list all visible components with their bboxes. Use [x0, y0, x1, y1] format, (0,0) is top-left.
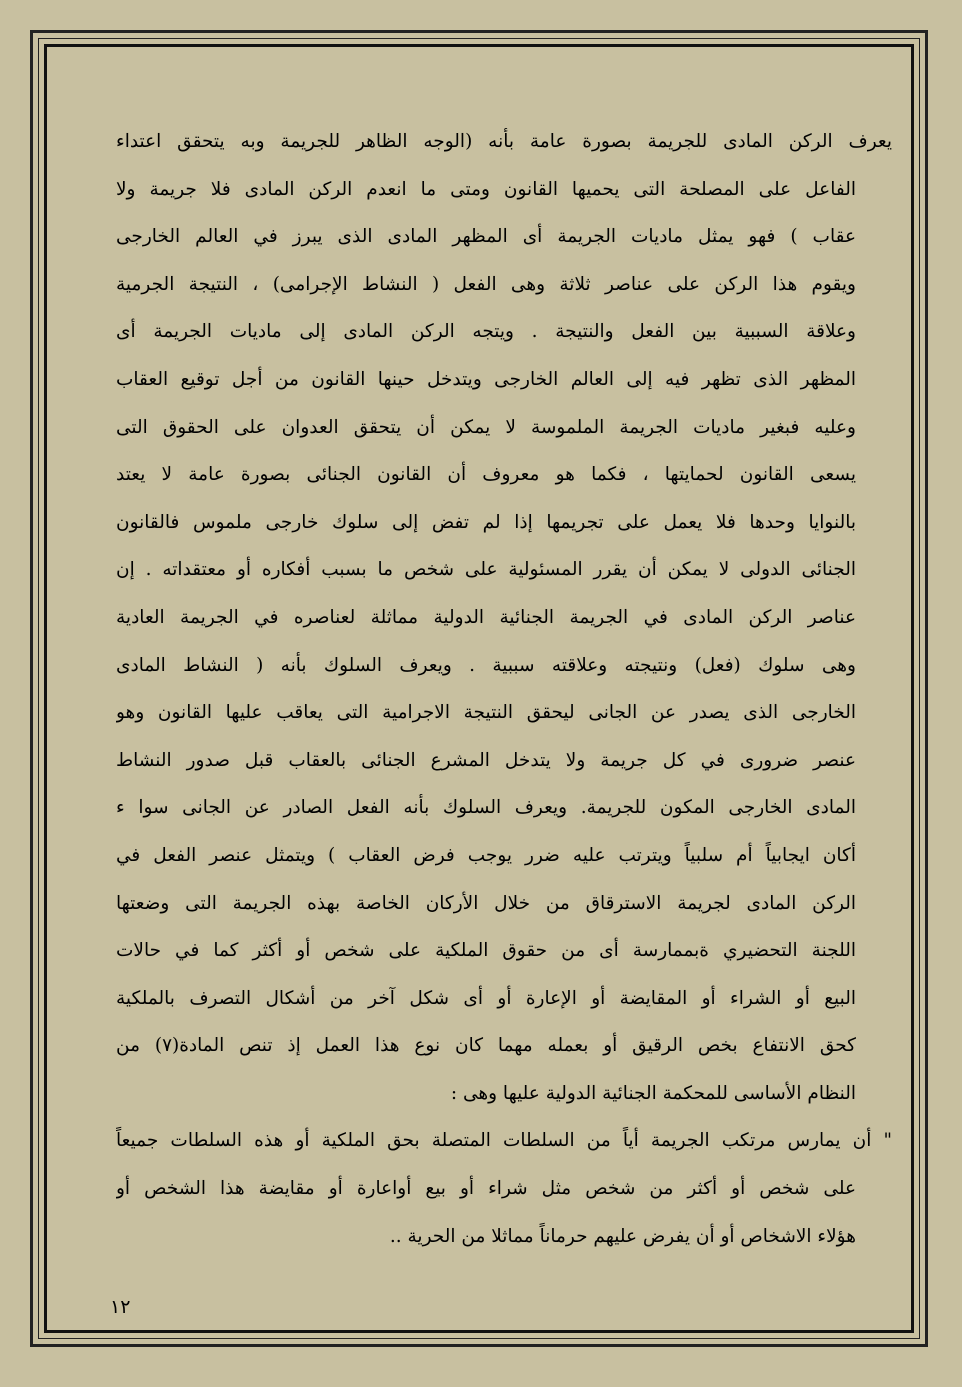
quote-line: على شخص أو أكثر من شخص مثل شراء أو بيع أواعارة أو مقايضة هذا الشخص أو — [116, 1178, 856, 1200]
text-line: وهى سلوك (فعل) ونتيجته وعلاقته سببية . ويعرف السلوك بأنه ( النشاط المادى — [116, 654, 856, 676]
text-line: الخارجى الذى يصدر عن الجانى ليحقق النتيجة الاجرامية التى يعاقب عليها القانون وهو — [116, 702, 856, 724]
text-line: وعليه فبغير ماديات الجريمة الملموسة لا يمكن أن يتحقق العدوان على الحقوق التى — [116, 416, 856, 438]
text-line: بالنوايا وحدها فلا يعمل على تجريمها إذا لم تفض إلى سلوك خارجى ملموس فالقانون — [116, 511, 856, 533]
quote-line: " أن يمارس مرتكب الجريمة أياً من السلطات المتصلة بحق الملكية أو هذه السلطات جميعاً — [116, 1130, 892, 1152]
text-line: أكان ايجابياً أم سلبياً ويترتب عليه ضرر يوجب فرض العقاب ) ويتمثل عنصر الفعل في — [116, 844, 856, 866]
text-line: وعلاقة السببية بين الفعل والنتيجة . ويتجه الركن المادى إلى ماديات الجريمة أى — [116, 321, 856, 343]
text-line: المظهر الذى تظهر فيه إلى العالم الخارجى ويتدخل حينها القانون من أجل توقيع العقاب — [116, 368, 856, 390]
text-line: الجنائى الدولى لا يمكن أن يقرر المسئولية على شخص ما بسبب أفكاره أو معتقداته . إن — [116, 559, 856, 581]
quote-line: هؤلاء الاشخاص أو أن يفرض عليهم حرماناً مماثلا من الحرية .. — [389, 1225, 856, 1247]
text-line: الفاعل على المصلحة التى يحميها القانون ومتى ما انعدم الركن المادى فلا جريمة ولا — [116, 178, 856, 200]
text-line: يسعى القانون لحمايتها ، فكما هو معروف أن القانون الجنائى بصورة عامة لا يعتد — [116, 464, 856, 486]
text-line: المادى الخارجى المكون للجريمة. ويعرف السلوك بأنه الفعل الصادر عن الجانى سوا ء — [116, 797, 856, 819]
text-line: النظام الأساسى للمحكمة الجنائية الدولية عليها وهى : — [450, 1082, 856, 1104]
text-line: اللجنة التحضيري ةبممارسة أى من حقوق الملكية على شخص أو أكثر كما في حالات — [116, 940, 856, 962]
text-line: عقاب ) فهو يمثل ماديات الجريمة أى المظهر المادى الذى يبرز في العالم الخارجى — [116, 226, 856, 248]
text-line: يعرف الركن المادى للجريمة بصورة عامة بأنه (الوجه الظاهر للجريمة وبه يتحقق اعتداء — [116, 131, 892, 152]
text-line: عنصر ضرورى في كل جريمة ولا يتدخل المشرع الجنائى بالعقاب قبل صدور النشاط — [116, 749, 856, 771]
text-line: ويقوم هذا الركن على عناصر ثلاثة وهى الفعل ( النشاط الإجرامى) ، النتيجة الجرمية — [116, 273, 856, 295]
page-number: ١٢ — [110, 1296, 131, 1318]
text-line: عناصر الركن المادى في الجريمة الجنائية الدولية مماثلة لعناصره في الجريمة العادية — [116, 606, 856, 628]
text-line: البيع أو الشراء أو المقايضة أو الإعارة أو أى شكل آخر من أشكال التصرف بالملكية — [116, 987, 856, 1009]
text-line: كحق الانتفاع بخص الرقيق أو بعمله مهما كان نوع هذا العمل إذ تنص المادة(٧) من — [116, 1035, 856, 1057]
body-text — [116, 118, 892, 1260]
text-line: الركن المادى لجريمة الاسترقاق من خلال الأركان الخاصة بهذه الجريمة التى وضعتها — [116, 892, 856, 914]
